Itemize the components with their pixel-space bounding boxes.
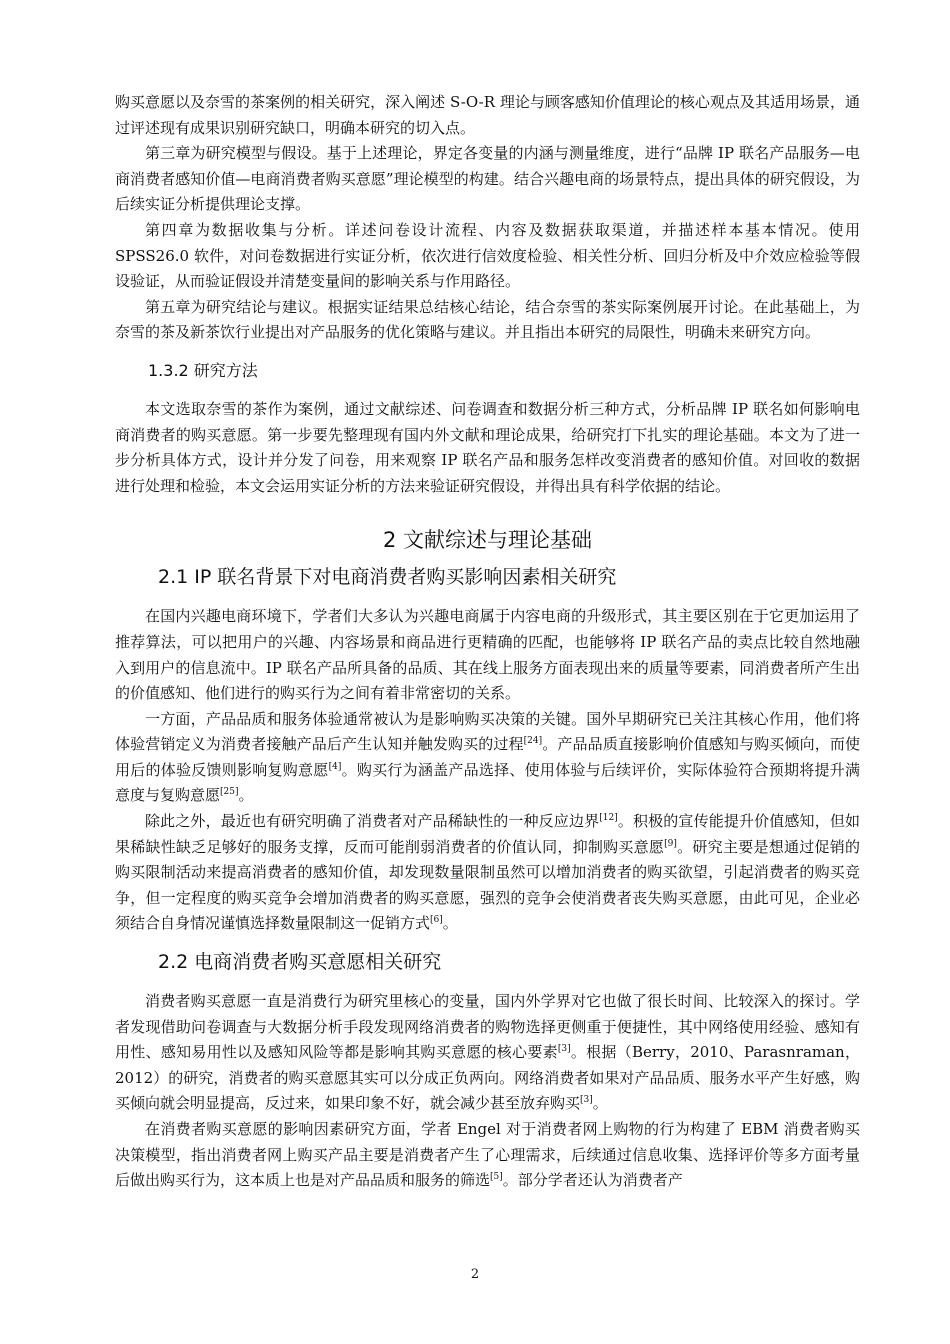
text-run: 。 [442,914,458,933]
citation-ref: [4] [328,761,342,772]
paragraph-research-method: 本文选取奈雪的茶作为案例，通过文献综述、问卷调查和数据分析三种方式，分析品牌 IP 联名如何影响电商消费者的购买意愿。第一步要先整理现有国内外文献和理论成果，给研究打下扎实的理论基础。本文为了进一步分析具体方式，设计并分发了问卷，用来观察 IP 联名产品和服务怎样改变消费者的感知价值。对回收的数据进行处理和检验，本文会运用实证分析的方法来验证研究假设，并得出具有科学依据的结论。 [115,399,860,495]
citation-ref: [6] [430,915,443,926]
paragraph-2-1-b [115,707,860,809]
citation-ref: [5] [490,1172,503,1183]
text-run: 。部分学者还认为消费者产 [502,1171,683,1190]
text-run: 。 [238,786,254,805]
text-run: 一方面，产品品质和服务体验通常被认为是影响购买决策的关键。国外早期研究已关注其核心作用，他们将体验营销定义为消费者接触产品后产生认知并触发购买的过程 [115,709,860,754]
heading-1-3-2: 1.3.2 研究方法 [148,360,258,380]
text-run: 。根据（Berry，2010、Parasnraman，2012）的研究，消费者的购买意愿其实可以分成正负两向。网络消费者如果对产品品质、服务水平产生好感，购买倾向就会明显提高，反过来，如果印象不好，就会减少甚至放弃购买 [115,1043,860,1113]
citation-ref: [3] [580,1095,593,1106]
citation-ref: [12] [599,813,618,824]
page-number: 2 [470,1267,480,1282]
paragraph-chapter-4: 第四章为数据收集与分析。详述问卷设计流程、内容及数据获取渠道，并描述样本基本情况。使用 SPSS26.0 软件，对问卷数据进行实证分析，依次进行信效度检验、相关性分析、回归分析及中介效应检验等假设验证，从而验证假设并清楚变量间的影响关系与作用路径。 [115,220,860,291]
text-run: 在消费者购买意愿的影响因素研究方面，学者 Engel 对于消费者网上购物的行为构建了 EBM 消费者购买决策模型，指出消费者网上购买产品主要是消费者产生了心理需求，后续通过信息收集、选择评价等多方面考量后做出购买行为，这本质上也是对产品品质和服务的筛选 [115,1120,860,1190]
text-run: 。研究主要是想通过促销的购买限制活动来提高消费者的感知价值，却发现数量限制虽然可以增加消费者的购买欲望，引起消费者的购买竞争，但一定程度的购买竞争会增加消费者的购买意愿，强烈的竞争会使消费者丧失购买意愿，由此可见，企业必须结合自身情况谨慎选择数量限制这一促销方式 [115,837,860,933]
citation-ref: [25] [220,787,239,798]
page-body [115,90,860,1194]
text-run: 消费者购买意愿一直是消费行为研究里核心的变量，国内外学界对它也做了很长时间、比较深入的探讨。学者发现借助问卷调查与大数据分析手段发现网络消费者的购物选择更侧重于便捷性，其中网络使用经验、感知有用性、感知易用性以及感知风险等都是影响其购买意愿的核心要素 [115,992,860,1062]
paragraph-2-1-c [115,809,860,937]
heading-2-2: 2.2 电商消费者购买意愿相关研究 [158,951,442,974]
paragraph-2-2-a [115,989,860,1117]
text-run: 。购买行为涵盖产品选择、使用体验与后续评价，实际体验符合预期将提升满意度与复购意愿 [115,760,860,805]
citation-ref: [9] [664,838,677,849]
paragraph-2-1-a: 在国内兴趣电商环境下，学者们大多认为兴趣电商属于内容电商的升级形式，其主要区别在于它更加运用了推荐算法，可以把用户的兴趣、内容场景和商品进行更精确的匹配，也能够将 IP 联名产品的卖点比较自然地融入到用户的信息流中。IP 联名产品所具备的品质、其在线上服务方面表现出来的质量等要素，同消费者所产生出的价值感知、他们进行的购买行为之间有着非常密切的关系。 [115,607,860,703]
paragraph-chapter-3: 第三章为研究模型与假设。基于上述理论，界定各变量的内涵与测量维度，进行“品牌 IP 联名产品服务—电商消费者感知价值—电商消费者购买意愿”理论模型的构建。结合兴趣电商的场景特点，提出具体的研究假设，为后续实证分析提供理论支撑。 [115,144,860,214]
citation-ref: [24] [523,736,543,747]
paragraph-2-2-b [115,1117,860,1194]
citation-ref: [3] [557,1044,571,1055]
heading-chapter-2: 2 文献综述与理论基础 [382,528,593,553]
text-run: 。积极的宣传能提升价值感知，但如果稀缺性缺乏足够好的服务支撑，反而可能削弱消费者的价值认同，抑制购买意愿 [115,812,860,856]
heading-2-1: 2.1 IP 联名背景下对电商消费者购买影响因素相关研究 [158,566,617,589]
paragraph-continued: 购买意愿以及奈雪的茶案例的相关研究，深入阐述 S-O-R 理论与顾客感知价值理论的核心观点及其适用场景，通过评述现有成果识别研究缺口，明确本研究的切入点。 [115,93,860,137]
text-run: 除此之外，最近也有研究明确了消费者对产品稀缺性的一种反应边界 [145,812,600,831]
text-run: 。产品品质直接影响价值感知与购买倾向，而使用后的体验反馈则影响复购意愿 [115,735,860,779]
paragraph-chapter-5: 第五章为研究结论与建议。根据实证结果总结核心结论，结合奈雪的茶实际案例展开讨论。在此基础上，为奈雪的茶及新茶饮行业提出对产品服务的优化策略与建议。并且指出本研究的局限性，明确未来研究方向。 [115,297,860,342]
text-run: 。 [592,1094,608,1113]
